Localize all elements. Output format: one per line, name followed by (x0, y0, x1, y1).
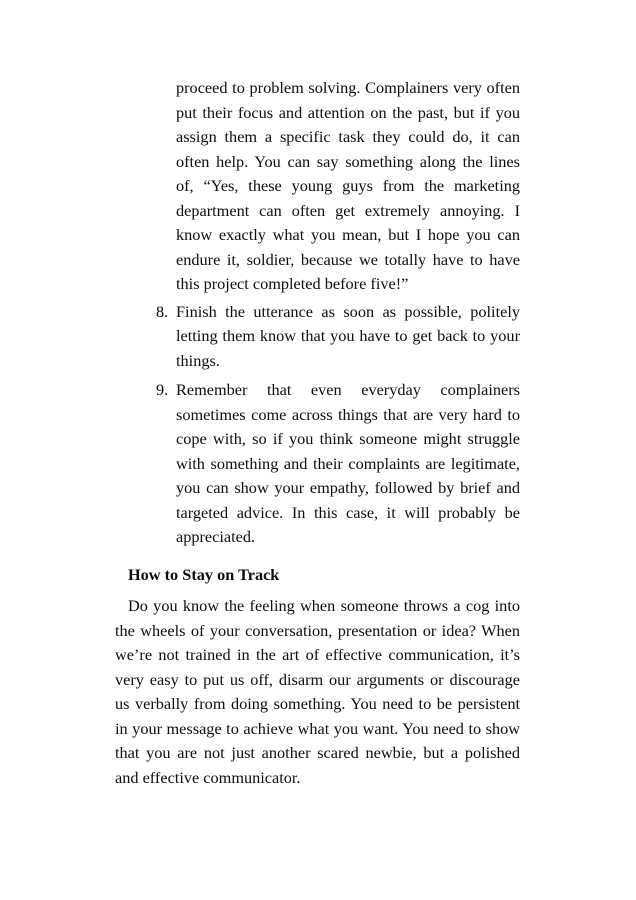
list-item-number: 9. (156, 380, 169, 399)
list-item-8 (156, 300, 520, 374)
body-paragraph: Do you know the feeling when someone throws a cog into the wheels of your conversation, presentation or idea? When we’re not trained in the art of effective communication, it’s very easy to put us off, disarm our arguments or discourage us verbally from doing something. You need to be persistent in your message to achieve what you want. You need to show that you are not just another scared newbie, but a polished and effective communicator. (115, 596, 520, 787)
section-heading: How to Stay on Track (128, 564, 280, 584)
list-item-text: Remember that even everyday complainers sometimes come across things that are very hard to cope with, so if you think someone might struggle with something and their complaints are legitimate, you can show your empathy, followed by brief and targeted advice. In this case, it will probably be appreciated. (176, 380, 520, 546)
list-item-text: Finish the utterance as soon as possible, politely letting them know that you have to get back to your things. (176, 301, 520, 370)
list-item-9 (156, 378, 520, 550)
continuation-paragraph: proceed to problem solving. Complainers very often put their focus and attention on the past, but if you assign them a specific task they could do, it can often help. You can say something along the lines of, “Yes, these young guys from the marketing department can often get extremely annoying. I know exactly what you mean, but I hope you can endure it, soldier, because we totally have to have this project completed before five!” (176, 78, 520, 293)
numbered-list (115, 300, 520, 550)
list-item-number: 8. (156, 301, 169, 321)
